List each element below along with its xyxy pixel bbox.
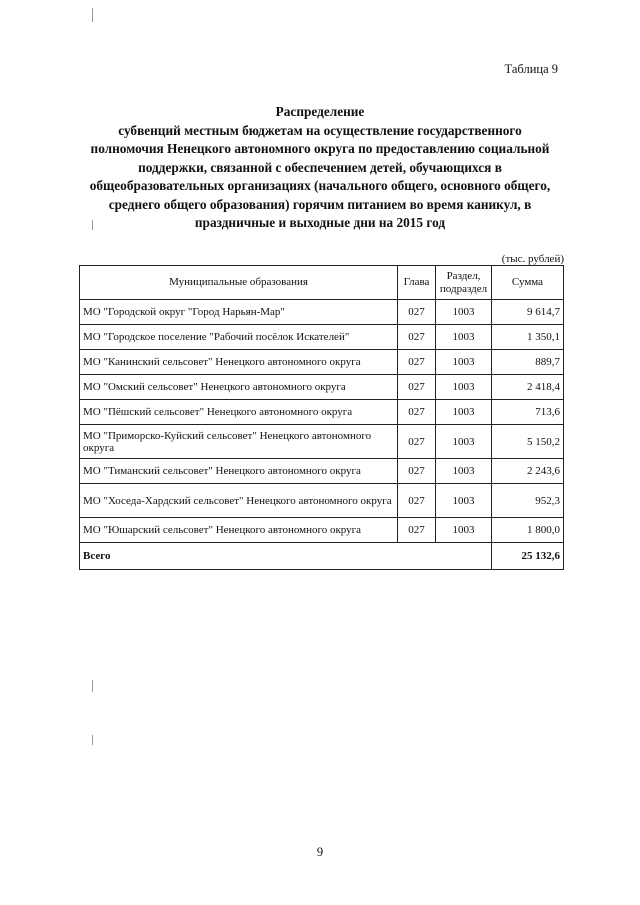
column-header-section: [436, 266, 492, 300]
section-cell: 1003: [436, 400, 492, 425]
column-header-name: Муниципальные образования: [80, 266, 398, 300]
total-row: [80, 543, 564, 570]
chapter-cell: 027: [398, 325, 436, 350]
scan-mark: [92, 220, 93, 230]
heading-line: праздничные и выходные дни на 2015 год: [194, 215, 446, 230]
municipality-cell: МО "Юшарский сельсовет" Ненецкого автономного округа: [80, 518, 398, 543]
section-cell: 1003: [436, 350, 492, 375]
table-row: [80, 484, 564, 518]
section-cell: 1003: [436, 300, 492, 325]
municipality-cell: МО "Омский сельсовет" Ненецкого автономного округа: [80, 375, 398, 400]
sum-cell: 1 350,1: [492, 325, 564, 350]
table-label: Таблица 9: [504, 62, 558, 76]
municipality-cell: МО "Канинский сельсовет" Ненецкого автономного округа: [80, 350, 398, 375]
page-number: 9: [316, 845, 324, 859]
table-row: [80, 400, 564, 425]
column-header-sum: Сумма: [492, 266, 564, 300]
column-header-section-line: Раздел,: [446, 269, 481, 282]
municipality-cell: МО "Городское поселение "Рабочий посёлок Искателей": [80, 325, 398, 350]
total-sum: 25 132,6: [492, 543, 564, 570]
sum-cell: 2 243,6: [492, 459, 564, 484]
section-cell: 1003: [436, 425, 492, 459]
chapter-cell: 027: [398, 300, 436, 325]
sum-cell: 952,3: [492, 484, 564, 518]
sum-cell: 889,7: [492, 350, 564, 375]
chapter-cell: 027: [398, 375, 436, 400]
municipality-cell: МО "Приморско-Куйский сельсовет" Ненецкого автономного округа: [80, 425, 398, 459]
scan-mark: [92, 8, 93, 22]
heading-line: Распределение: [275, 104, 365, 119]
municipality-cell: МО "Городской округ "Город Нарьян-Мар": [80, 300, 398, 325]
municipality-cell: МО "Пёшский сельсовет" Ненецкого автономного округа: [80, 400, 398, 425]
sum-cell: 2 418,4: [492, 375, 564, 400]
table-row: [80, 350, 564, 375]
table-row: [80, 459, 564, 484]
table-row: [80, 325, 564, 350]
municipality-cell: МО "Тиманский сельсовет" Ненецкого автономного округа: [80, 459, 398, 484]
section-cell: 1003: [436, 518, 492, 543]
table-row: [80, 518, 564, 543]
distribution-table: [79, 265, 564, 570]
heading-line: среднего общего образования) горячим питанием во время каникул, в: [108, 196, 532, 212]
section-cell: 1003: [436, 484, 492, 518]
chapter-cell: 027: [398, 425, 436, 459]
section-cell: 1003: [436, 459, 492, 484]
table-header-row: [80, 266, 564, 300]
heading-line: полномочия Ненецкого автономного округа по предоставлению социальной: [90, 141, 550, 156]
chapter-cell: 027: [398, 350, 436, 375]
column-header-chapter: Глава: [398, 266, 436, 300]
sum-cell: 9 614,7: [492, 300, 564, 325]
sum-cell: 5 150,2: [492, 425, 564, 459]
chapter-cell: 027: [398, 459, 436, 484]
sum-cell: 713,6: [492, 400, 564, 425]
table-row: [80, 425, 564, 459]
heading-line: субвенций местным бюджетам на осуществление государственного: [118, 122, 522, 138]
chapter-cell: 027: [398, 484, 436, 518]
municipality-cell: МО "Хоседа-Хардский сельсовет" Ненецкого автономного округа: [80, 484, 398, 518]
scan-mark: [92, 680, 93, 692]
section-cell: 1003: [436, 375, 492, 400]
table-row: [80, 300, 564, 325]
table-row: [80, 375, 564, 400]
scan-mark: [92, 735, 93, 745]
total-label: Всего: [80, 543, 492, 570]
section-cell: 1003: [436, 325, 492, 350]
chapter-cell: 027: [398, 518, 436, 543]
units-note: (тыс. рублей): [501, 253, 564, 265]
heading-line: общеобразовательных организациях (начального общего, основного общего,: [89, 178, 551, 193]
column-header-section-line: подраздел: [439, 282, 488, 295]
heading-line: поддержки, связанной с обеспечением детей, обучающихся в: [138, 159, 502, 175]
chapter-cell: 027: [398, 400, 436, 425]
document-heading: [60, 103, 580, 233]
sum-cell: 1 800,0: [492, 518, 564, 543]
